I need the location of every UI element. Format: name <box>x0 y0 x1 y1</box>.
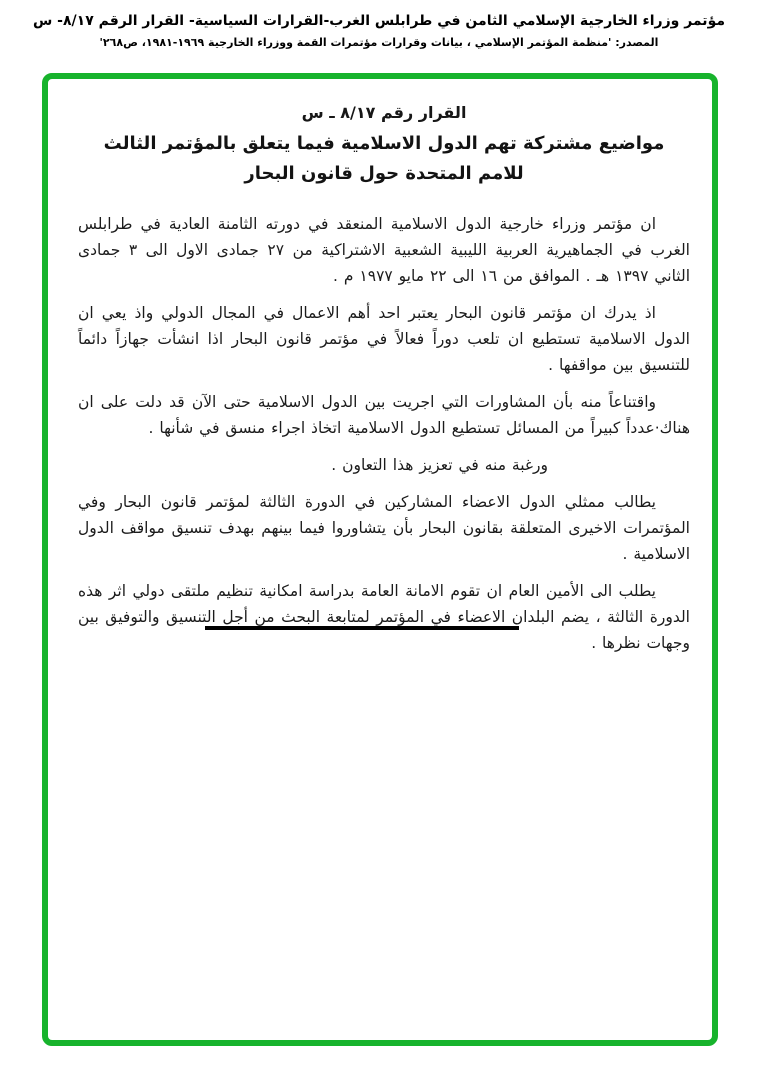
paragraph-requests-secretary-general: يطلب الى الأمين العام ان تقوم الامانة العامة بدراسة امكانية تنظيم ملتقى دولي اثر هذه الدورة الثالثة ، يضم البلدان الاعضاء في المؤتمر لمتابعة البحث من أجل التنسيق والتوفيق بين وجهات نظرها . <box>78 582 690 652</box>
paragraph-requests-representatives: يطالب ممثلي الدول الاعضاء المشاركين في الدورة الثالثة لمؤتمر قانون البحار وفي المؤتمرات الاخيرى المتعلقة بقانون البحار بأن يتشاوروا فيما بينهم بهدف تنسيق مواقف الدول الاسلامية . <box>78 493 690 563</box>
document-frame <box>42 73 718 1046</box>
document-body <box>78 103 690 667</box>
document-title <box>78 129 690 189</box>
header-source: المصدر: 'منظمة المؤتمر الإسلامي ، بيانات وقرارات مؤتمرات القمة ووزراء الخارجية ١٩٦٩-١٩٨١، ص٢٦٨' <box>99 36 659 49</box>
paragraph-preamble-session: ان مؤتمر وزراء خارجية الدول الاسلامية المنعقد في دورته الثامنة العادية في طرابلس الغرب في الجماهيرية العربية الليبية الشعبية الاشتراكية من ٢٧ جمادى الاول الى ٣ جمادى الثاني ١٣٩٧ هـ . الموافق من ١٦ الى ٢٢ مايو ١٩٧٧ م . <box>78 215 690 285</box>
decision-number: القرار رقم ٨/١٧ ـ س <box>301 103 467 122</box>
document-title-line-1: مواضيع مشتركة تهم الدول الاسلامية فيما يتعلق بالمؤتمر الثالث <box>103 133 665 154</box>
end-divider <box>205 626 519 630</box>
paragraph-recognizing-law-of-sea: اذ يدرك ان مؤتمر قانون البحار يعتبر احد أهم الاعمال في المجال الدولي واذ يعي ان الدول الاسلامية تستطيع ان تلعب دوراً فعالاً في مؤتمر قانون البحار اذا انشأت جهازاً دائماً للتنسيق بين مواقفها . <box>78 304 690 374</box>
paragraph-desiring-cooperation: ورغبة منه في تعزيز هذا التعاون . <box>331 456 548 474</box>
document-header <box>0 13 758 49</box>
header-title: مؤتمر وزراء الخارجية الإسلامي الثامن في طرابلس الغرب-القرارات السياسية- القرار الرقم ٨/١٧- س <box>32 13 726 29</box>
document-title-line-2: للامم المتحدة حول قانون البحار <box>244 163 524 184</box>
paragraph-convinced-consultations: واقتناعاً منه بأن المشاورات التي اجريت بين الدول الاسلامية حتى الآن قد دلت على ان هناك·عدداً كبيراً من المسائل تستطيع الدول الاسلامية اتخاذ اجراء منسق في شأنها . <box>78 393 690 437</box>
